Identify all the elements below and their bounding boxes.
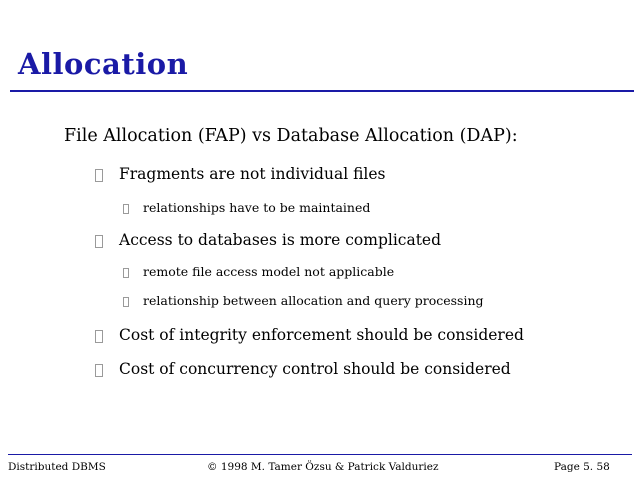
bullet-text: Access to databases is more complicated xyxy=(119,231,442,249)
sub-bullet-item-2-2 xyxy=(123,291,484,312)
bullet-text: Fragments are not individual files xyxy=(119,165,386,183)
bullet-text: Cost of integrity enforcement should be considered xyxy=(119,326,524,344)
square-bullet-icon xyxy=(123,292,143,312)
footer-copyright: © 1998 M. Tamer Özsu & Patrick Valduriez xyxy=(207,461,439,473)
square-bullet-icon xyxy=(123,199,143,219)
square-bullet-icon xyxy=(95,231,119,251)
bullet-text: Cost of concurrency control should be considered xyxy=(119,360,511,378)
sub-bullet-item-1-1 xyxy=(123,198,370,219)
bullet-item-4 xyxy=(95,359,511,380)
sub-bullet-text: relationships have to be maintained xyxy=(143,200,371,215)
slide-heading: File Allocation (FAP) vs Database Allocation (DAP): xyxy=(64,126,518,146)
square-bullet-icon xyxy=(95,165,119,185)
bullet-item-2 xyxy=(95,230,441,251)
footer-divider xyxy=(8,454,632,455)
square-bullet-icon xyxy=(95,360,119,380)
sub-bullet-item-2-1 xyxy=(123,262,394,283)
footer-page-number: Page 5. 58 xyxy=(554,461,610,473)
footer-course: Distributed DBMS xyxy=(8,461,106,473)
square-bullet-icon xyxy=(95,326,119,346)
square-bullet-icon xyxy=(123,263,143,283)
bullet-item-1 xyxy=(95,164,386,185)
bullet-item-3 xyxy=(95,325,524,346)
slide-title: Allocation xyxy=(18,47,189,81)
sub-bullet-text: relationship between allocation and query processing xyxy=(143,293,484,308)
title-divider xyxy=(10,90,634,92)
sub-bullet-text: remote file access model not applicable xyxy=(143,264,395,279)
